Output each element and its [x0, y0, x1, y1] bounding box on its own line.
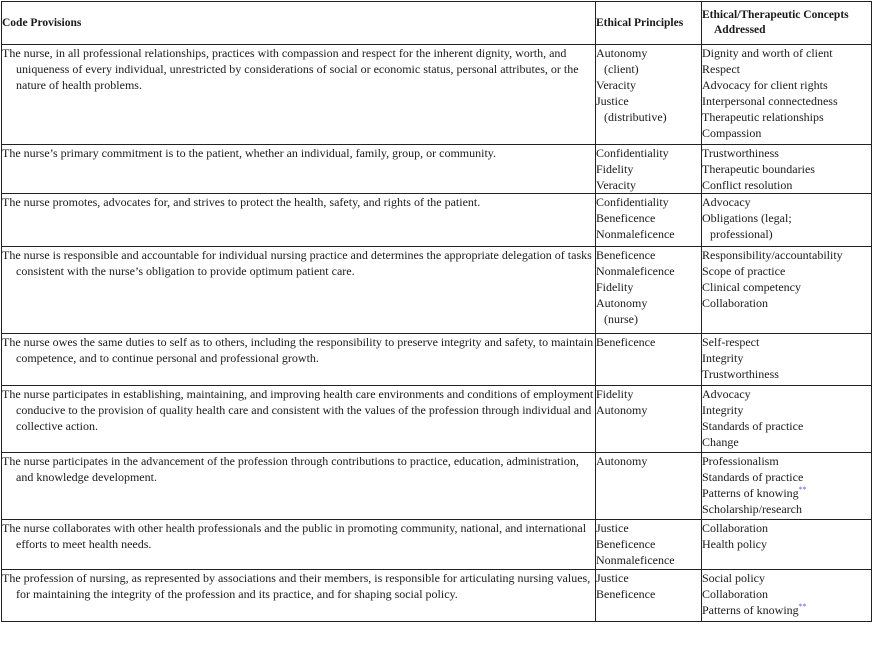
concept-item: Social policy [702, 571, 765, 585]
concepts-cell [702, 45, 872, 145]
principles-cell [596, 45, 702, 145]
footnote-marker[interactable]: ** [798, 602, 807, 611]
concepts-cell [702, 386, 872, 453]
provision-text: The nurse promotes, advocates for, and strives to protect the health, safety, and rights of the patient. [2, 195, 481, 209]
concept-item: Integrity [702, 351, 744, 365]
principle-item: Autonomy [596, 403, 648, 417]
concept-item: Advocacy [702, 195, 751, 209]
principle-item: (distributive) [604, 110, 667, 124]
concept-item: Trustworthiness [702, 367, 779, 381]
code-provisions-table [1, 1, 872, 622]
concept-item: Advocacy [702, 387, 751, 401]
table-row [2, 453, 872, 520]
concept-item: Respect [702, 62, 740, 76]
principle-item: Fidelity [596, 387, 634, 401]
table-row [2, 386, 872, 453]
principle-item: Justice [596, 571, 629, 585]
provision-cell [2, 520, 596, 570]
provision-cell [2, 570, 596, 622]
concept-item: Standards of practice [702, 470, 804, 484]
concept-item: Conflict resolution [702, 178, 793, 192]
concept-item: Health policy [702, 537, 767, 551]
concept-item: Standards of practice [702, 419, 804, 433]
concept-item-footnoted [702, 485, 871, 501]
principles-cell [596, 334, 702, 386]
principles-cell [596, 386, 702, 453]
concept-item: Scope of practice [702, 264, 786, 278]
principle-item: Autonomy [596, 296, 648, 310]
provision-cell [2, 247, 596, 334]
provision-text: The nurse owes the same duties to self as to others, including the responsibility to preserve integrity and safety, to maintain competence, and to continue personal and professional growth. [2, 335, 594, 365]
principle-item: Autonomy [596, 46, 648, 60]
concept-item: Self-respect [702, 335, 760, 349]
concept-item: Professionalism [702, 454, 779, 468]
concept-item: Collaboration [702, 521, 768, 535]
concepts-cell [702, 145, 872, 194]
concept-item: Advocacy for client rights [702, 78, 828, 92]
principle-item: Beneficence [596, 335, 656, 349]
header-code-provisions: Code Provisions [2, 2, 596, 45]
principle-item: Justice [596, 94, 629, 108]
concepts-cell [702, 334, 872, 386]
concept-item: professional) [710, 227, 773, 241]
concept-text: Patterns of knowing [702, 486, 799, 500]
concepts-cell [702, 247, 872, 334]
principle-item: Nonmaleficence [596, 264, 675, 278]
principle-item: Confidentiality [596, 195, 669, 209]
concepts-cell [702, 453, 872, 520]
provision-cell [2, 145, 596, 194]
table-row [2, 45, 872, 145]
provision-text: The profession of nursing, as represented by associations and their members, is responsible for articulating nursing values, for maintaining the integrity of the profession and its practice, and for shaping social policy. [2, 571, 591, 601]
table-row [2, 247, 872, 334]
principles-cell [596, 570, 702, 622]
concept-item: Trustworthiness [702, 146, 779, 160]
provision-cell [2, 194, 596, 247]
principle-item: Fidelity [596, 280, 634, 294]
provision-text: The nurse, in all professional relationships, practices with compassion and respect for the inherent dignity, worth, and uniqueness of every individual, unrestricted by considerations of social or economic status, personal attributes, or the nature of health problems. [2, 46, 579, 92]
concepts-cell [702, 570, 872, 622]
principle-item: Autonomy [596, 454, 648, 468]
table-row [2, 194, 872, 247]
provision-text: The nurse participates in the advancement of the profession through contributions to practice, education, administration, and knowledge development. [2, 454, 579, 484]
principle-item: Beneficence [596, 587, 656, 601]
provision-text: The nurse collaborates with other health professionals and the public in promoting community, national, and international efforts to meet health needs. [2, 521, 587, 551]
principle-item: (client) [604, 62, 639, 76]
concept-item: Scholarship/research [702, 502, 802, 516]
principle-item: Fidelity [596, 162, 634, 176]
header-ethical-principles: Ethical Principles [596, 2, 702, 45]
provision-cell [2, 45, 596, 145]
concept-item: Integrity [702, 403, 744, 417]
concept-item: Therapeutic relationships [702, 110, 824, 124]
principle-item: Veracity [596, 178, 636, 192]
concept-item: Change [702, 435, 739, 449]
concepts-cell [702, 520, 872, 570]
concept-item: Collaboration [702, 587, 768, 601]
provision-cell [2, 334, 596, 386]
principles-cell [596, 194, 702, 247]
concept-item: Interpersonal connectedness [702, 94, 838, 108]
header-concepts-line1: Ethical/Therapeutic Concepts [702, 9, 849, 21]
concept-item: Obligations (legal; [702, 211, 792, 225]
provision-cell [2, 453, 596, 520]
footnote-marker[interactable]: ** [798, 485, 807, 494]
principle-item: Nonmaleficence [596, 553, 675, 567]
table-row [2, 145, 872, 194]
concept-item: Responsibility/accountability [702, 248, 843, 262]
principles-cell [596, 520, 702, 570]
principle-item: Confidentiality [596, 146, 669, 160]
concept-item: Clinical competency [702, 280, 801, 294]
principle-item: Nonmaleficence [596, 227, 675, 241]
table-row [2, 334, 872, 386]
principles-cell [596, 453, 702, 520]
principle-item: Justice [596, 521, 629, 535]
table-row [2, 570, 872, 622]
principle-item: Beneficence [596, 248, 656, 262]
concept-item: Collaboration [702, 296, 768, 310]
principle-item: Beneficence [596, 537, 656, 551]
table-row [2, 520, 872, 570]
provision-text: The nurse participates in establishing, maintaining, and improving health care environments and conditions of employment conducive to the provision of quality health care and consistent with the values of the profession through individual and collective action. [2, 387, 594, 433]
header-concepts-line2: Addressed [714, 24, 766, 36]
table-header-row [2, 2, 872, 45]
principles-cell [596, 145, 702, 194]
provision-cell [2, 386, 596, 453]
concepts-cell [702, 194, 872, 247]
principle-item: Beneficence [596, 211, 656, 225]
concept-text: Patterns of knowing [702, 603, 799, 617]
concept-item: Therapeutic boundaries [702, 162, 815, 176]
principles-cell [596, 247, 702, 334]
concept-item-footnoted [702, 602, 871, 618]
header-ethical-concepts [702, 2, 872, 45]
concept-item: Dignity and worth of client [702, 46, 833, 60]
provision-text: The nurse is responsible and accountable for individual nursing practice and determines the appropriate delegation of tasks consistent with the nurse’s obligation to provide optimum patient care. [2, 248, 592, 278]
concept-item: Compassion [702, 126, 762, 140]
provision-text: The nurse’s primary commitment is to the patient, whether an individual, family, group, or community. [2, 146, 497, 160]
principle-item: (nurse) [604, 312, 638, 326]
principle-item: Veracity [596, 78, 636, 92]
